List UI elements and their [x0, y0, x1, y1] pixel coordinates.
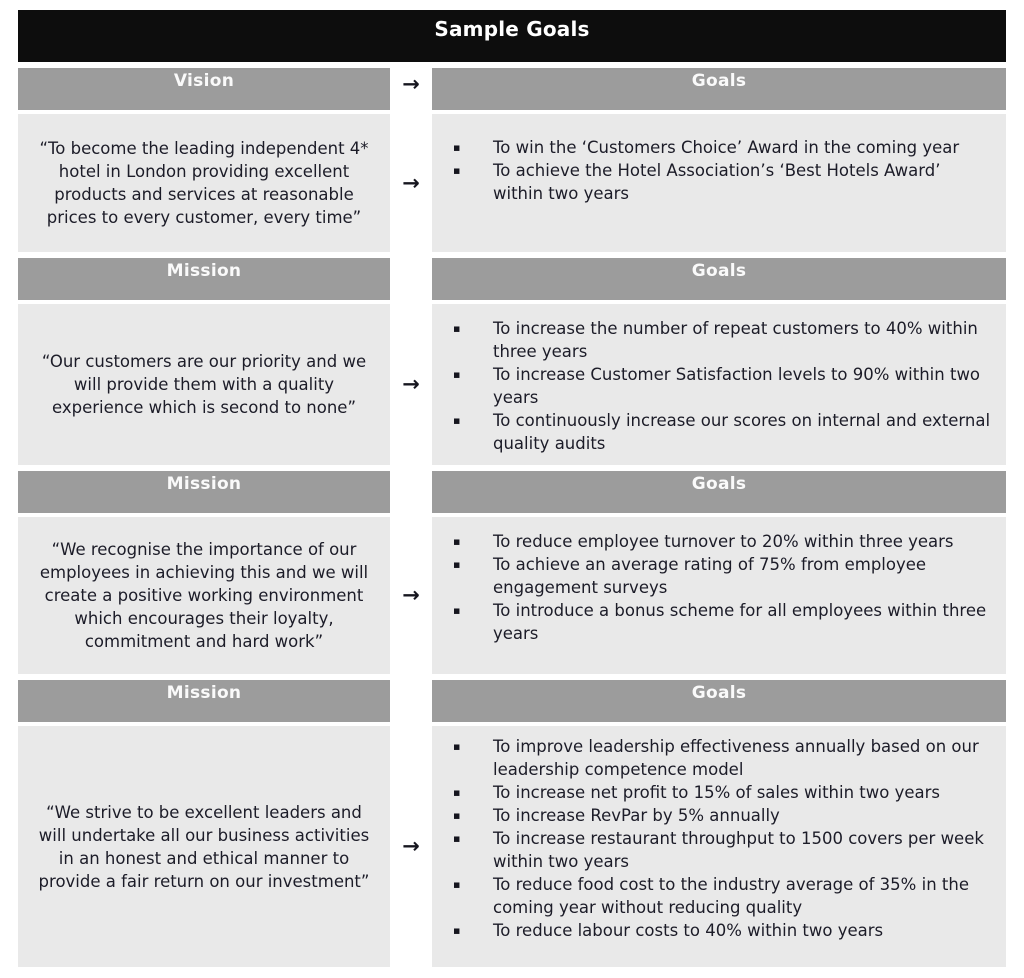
goal-item — [450, 530, 992, 553]
goal-item — [450, 159, 992, 205]
goals-header-4: Goals — [432, 680, 1006, 722]
goal-text: To increase RevPar by 5% annually — [493, 806, 780, 825]
goal-text: To reduce food cost to the industry average of 35% in the coming year without reducing quality — [493, 875, 969, 917]
goal-item — [450, 363, 992, 409]
square-bullet-icon: ▪ — [453, 786, 461, 799]
header-spacer — [390, 471, 432, 513]
goals-list-box-2 — [432, 304, 1006, 465]
goal-item — [450, 873, 992, 919]
section-1-content-row — [18, 114, 1006, 252]
goal-item — [450, 136, 992, 159]
goals-list — [450, 136, 992, 205]
goal-item — [450, 735, 992, 781]
arrow-cell — [390, 114, 432, 252]
right-arrow-icon: → — [402, 834, 420, 858]
mission-statement-1: “Our customers are our priority and we will provide them with a quality experience which is second to none” — [18, 304, 390, 465]
section-2-header-row — [18, 258, 1006, 300]
goal-text: To increase net profit to 15% of sales within two years — [493, 783, 940, 802]
square-bullet-icon: ▪ — [453, 164, 461, 177]
goal-text: To increase restaurant throughput to 1500 covers per week within two years — [493, 829, 984, 871]
goal-text: To achieve an average rating of 75% from employee engagement surveys — [493, 555, 927, 597]
square-bullet-icon: ▪ — [453, 924, 461, 937]
right-arrow-icon: → — [402, 72, 420, 96]
goal-item — [450, 827, 992, 873]
square-bullet-icon: ▪ — [453, 141, 461, 154]
mission-header-1: Mission — [18, 258, 390, 300]
right-arrow-icon: → — [402, 170, 420, 195]
header-spacer — [390, 258, 432, 300]
arrow-cell — [390, 726, 432, 967]
mission-header-3: Mission — [18, 680, 390, 722]
right-arrow-icon: → — [402, 583, 420, 607]
goal-item — [450, 804, 992, 827]
goals-list-box-4 — [432, 726, 1006, 967]
section-3-content-row — [18, 517, 1006, 674]
sample-goals-table — [18, 10, 1006, 967]
square-bullet-icon: ▪ — [453, 558, 461, 571]
mission-statement-2: “We recognise the importance of our employees in achieving this and we will create a positive working environment which encourages their loyalty, commitment and hard work” — [18, 517, 390, 674]
goal-item — [450, 553, 992, 599]
vision-statement: “To become the leading independent 4* hotel in London providing excellent products and services at reasonable prices to every customer, every time” — [18, 114, 390, 252]
goal-text: To continuously increase our scores on internal and external quality audits — [493, 411, 991, 453]
vision-header: Vision — [18, 68, 390, 110]
arrow-cell — [390, 304, 432, 465]
arrow-cell — [390, 517, 432, 674]
square-bullet-icon: ▪ — [453, 740, 461, 753]
square-bullet-icon: ▪ — [453, 535, 461, 548]
mission-header-2: Mission — [18, 471, 390, 513]
goal-item — [450, 919, 992, 942]
mission-statement-3: “We strive to be excellent leaders and will undertake all our business activities in an honest and ethical manner to provide a fair return on our investment” — [18, 726, 390, 967]
goal-text: To achieve the Hotel Association’s ‘Best Hotels Award’ within two years — [493, 161, 941, 203]
header-spacer — [390, 680, 432, 722]
goals-list — [450, 735, 992, 942]
right-arrow-icon: → — [402, 372, 420, 396]
header-arrow-cell — [390, 68, 432, 110]
square-bullet-icon: ▪ — [453, 832, 461, 845]
section-3-header-row — [18, 471, 1006, 513]
goals-list-box-3 — [432, 517, 1006, 674]
square-bullet-icon: ▪ — [453, 604, 461, 617]
section-4-header-row — [18, 680, 1006, 722]
goal-text: To reduce labour costs to 40% within two years — [493, 921, 884, 940]
square-bullet-icon: ▪ — [453, 809, 461, 822]
goals-list — [450, 317, 992, 455]
goal-text: To win the ‘Customers Choice’ Award in the coming year — [493, 138, 960, 157]
title-bar — [18, 10, 1006, 62]
page-title: Sample Goals — [434, 17, 590, 41]
goal-text: To increase Customer Satisfaction levels to 90% within two years — [493, 365, 981, 407]
square-bullet-icon: ▪ — [453, 414, 461, 427]
goal-item — [450, 781, 992, 804]
square-bullet-icon: ▪ — [453, 368, 461, 381]
goals-header-1: Goals — [432, 68, 1006, 110]
section-1-header-row — [18, 68, 1006, 110]
goals-list — [450, 530, 992, 645]
goals-header-2: Goals — [432, 258, 1006, 300]
goal-text: To introduce a bonus scheme for all employees within three years — [493, 601, 987, 643]
goal-text: To reduce employee turnover to 20% within three years — [493, 532, 954, 551]
section-4-content-row — [18, 726, 1006, 967]
goal-text: To improve leadership effectiveness annually based on our leadership competence model — [493, 737, 979, 779]
section-2-content-row — [18, 304, 1006, 465]
goals-list-box-1 — [432, 114, 1006, 252]
goal-item — [450, 599, 992, 645]
square-bullet-icon: ▪ — [453, 878, 461, 891]
goal-item — [450, 409, 992, 455]
goal-text: To increase the number of repeat customers to 40% within three years — [493, 319, 978, 361]
goal-item — [450, 317, 992, 363]
square-bullet-icon: ▪ — [453, 322, 461, 335]
goals-header-3: Goals — [432, 471, 1006, 513]
